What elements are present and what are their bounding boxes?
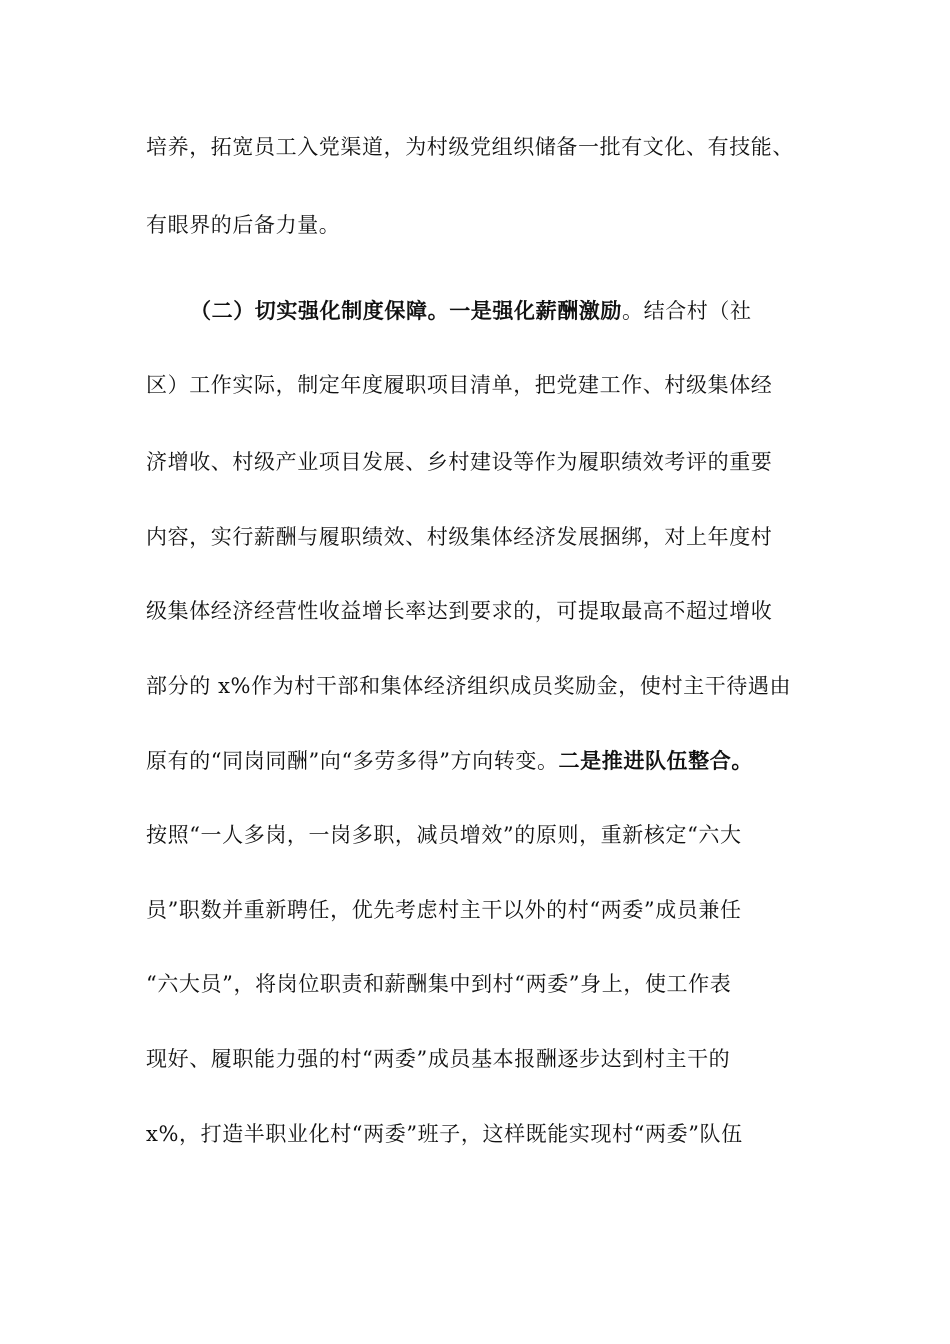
subheading-inline: 二是推进队伍整合。 — [558, 748, 753, 773]
section-heading-line — [190, 297, 890, 325]
line-text: 内容，实行薪酬与履职绩效、村级集体经济发展捆绑，对上年度村 — [146, 525, 773, 549]
line-text: 有眼界的后备力量。 — [146, 213, 341, 237]
paragraph-line-1 — [146, 133, 846, 161]
paragraph-line-6 — [146, 523, 846, 551]
line-text: 现好、履职能力强的村“两委”成员基本报酬逐步达到村主干的 — [146, 1047, 731, 1071]
paragraph-line-13 — [146, 1045, 846, 1073]
line-text: 员”职数并重新聘任，优先考虑村主干以外的村“两委”成员兼任 — [146, 898, 742, 922]
paragraph-line-8 — [146, 672, 846, 700]
line-text: 原有的“同岗同酬”向“多劳多得”方向转变。 — [146, 749, 559, 773]
line-text: 培养，拓宽员工入党渠道，为村级党组织储备一批有文化、有技能、 — [146, 135, 794, 159]
line-text: 部分的 x%作为村干部和集体经济组织成员奖励金，使村主干待遇由 — [146, 674, 792, 698]
line-text: “六大员”，将岗位职责和薪酬集中到村“两委”身上，使工作表 — [146, 972, 732, 996]
line-text: 。结合村（社 — [622, 299, 752, 323]
paragraph-line-4 — [146, 371, 846, 399]
paragraph-line-11 — [146, 896, 846, 924]
section-heading: （二）切实强化制度保障。一是强化薪酬激励 — [190, 298, 622, 323]
paragraph-line-12 — [146, 970, 846, 998]
paragraph-line-7 — [146, 597, 846, 625]
paragraph-line-9 — [146, 747, 846, 775]
line-text: 级集体经济经营性收益增长率达到要求的，可提取最高不超过增收 — [146, 599, 773, 623]
line-text: 按照“一人多岗，一岗多职，减员增效”的原则，重新核定“六大 — [146, 823, 742, 847]
line-text: 区）工作实际，制定年度履职项目清单，把党建工作、村级集体经 — [146, 373, 773, 397]
line-text: 济增收、村级产业项目发展、乡村建设等作为履职绩效考评的重要 — [146, 450, 773, 474]
line-text: x%，打造半职业化村“两委”班子，这样既能实现村“两委”队伍 — [146, 1122, 743, 1146]
paragraph-line-10 — [146, 821, 846, 849]
paragraph-line-5 — [146, 448, 846, 476]
paragraph-line-14 — [146, 1120, 846, 1148]
paragraph-line-2 — [146, 211, 846, 239]
